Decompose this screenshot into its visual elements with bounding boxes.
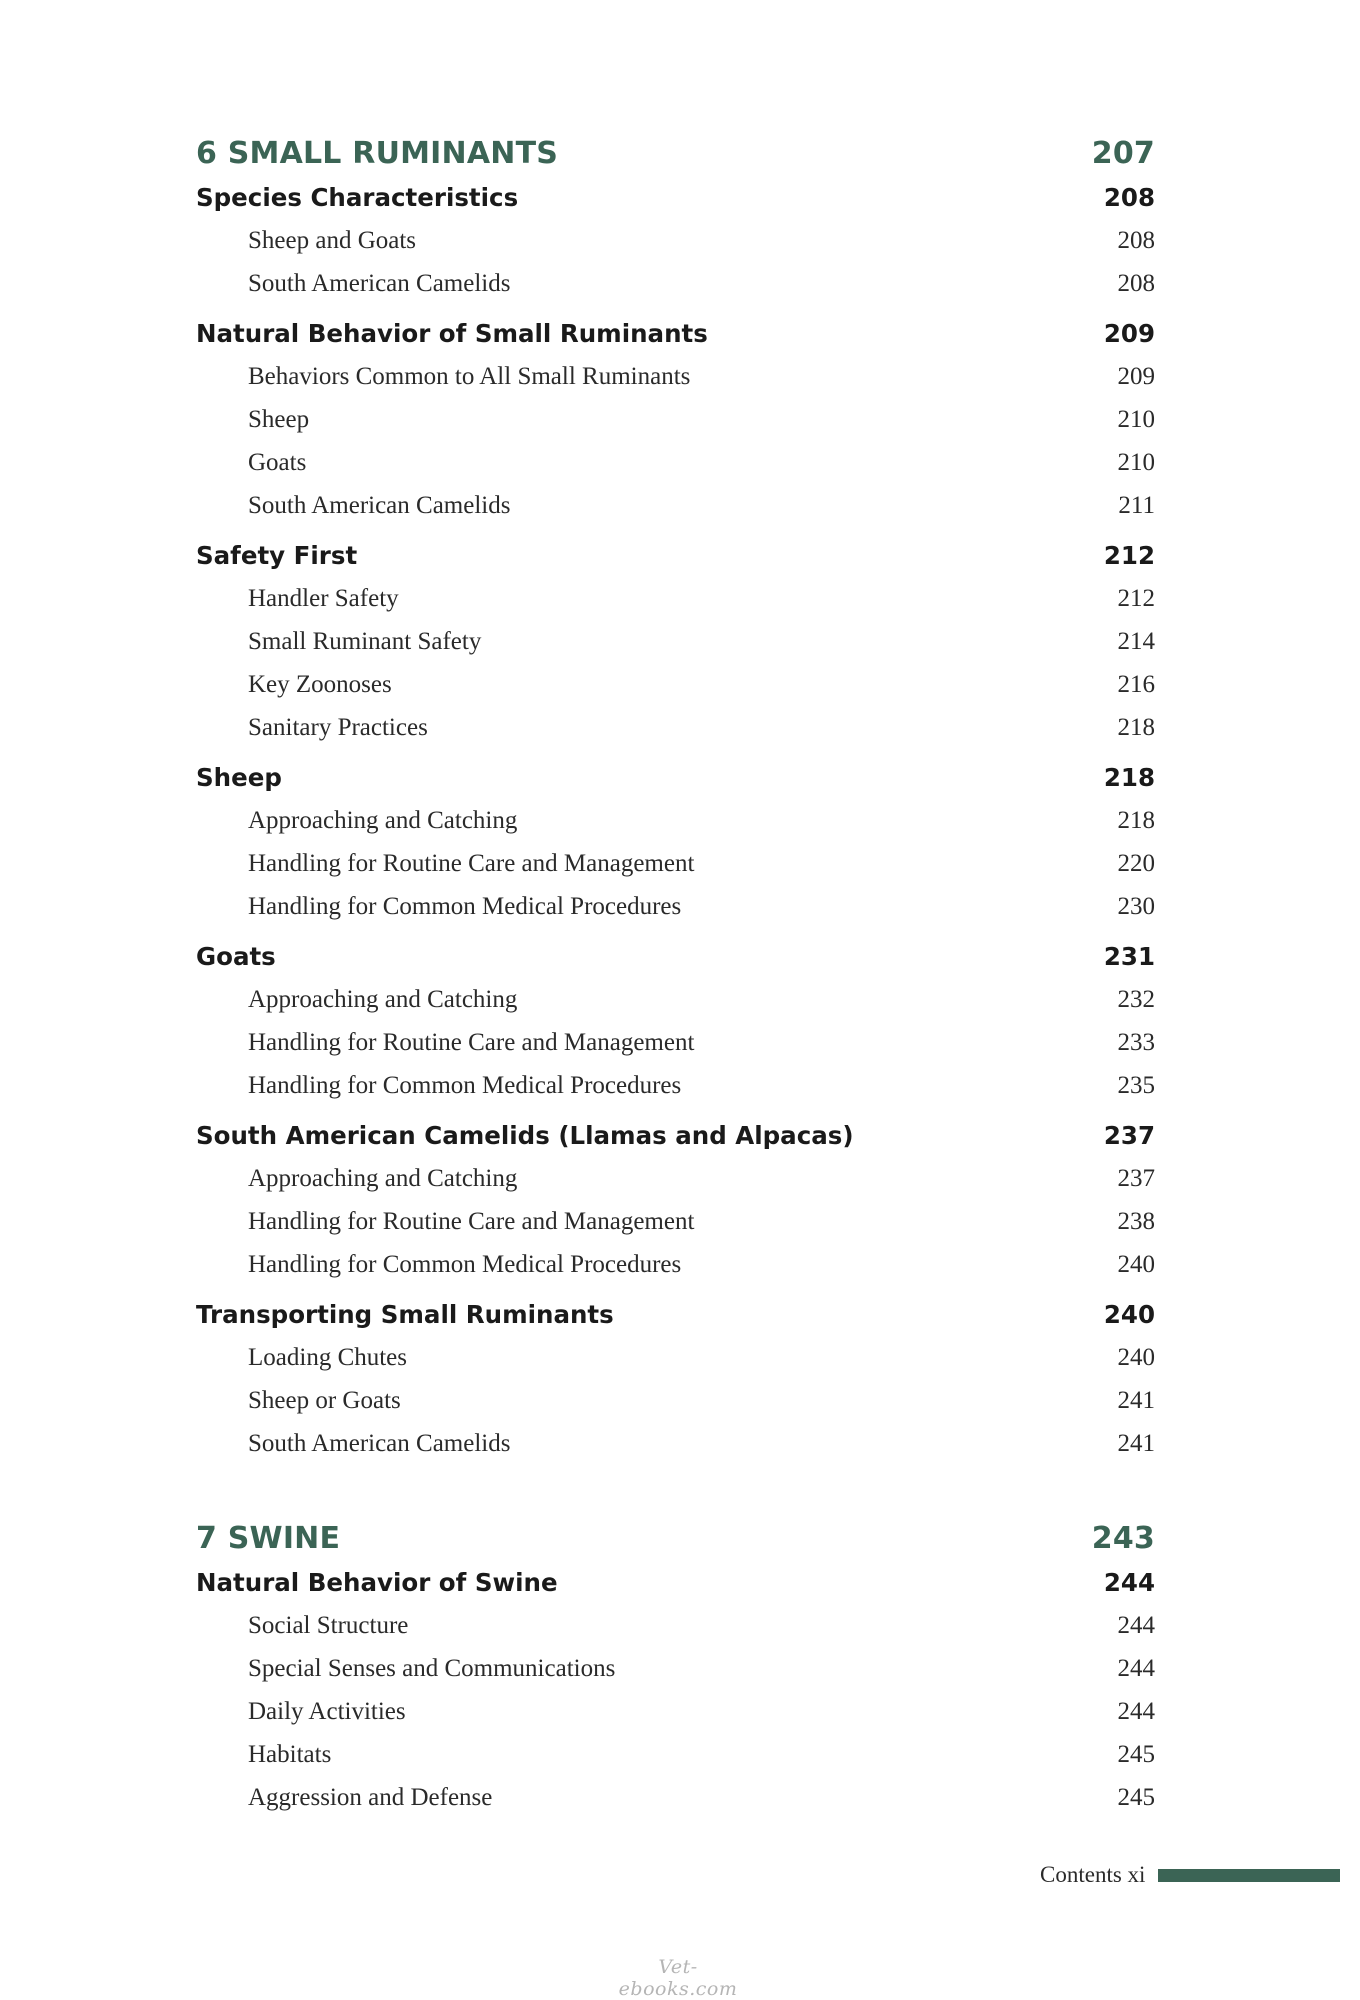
section-block [196, 1294, 1155, 1465]
entry-title: Daily Activities [248, 1698, 406, 1725]
toc-entry[interactable] [196, 1422, 1155, 1465]
toc-entry[interactable] [196, 663, 1155, 706]
entry-page-number: 245 [1117, 1741, 1155, 1768]
section-block [196, 936, 1155, 1107]
entry-page-number: 244 [1117, 1698, 1155, 1725]
entry-title: Handling for Common Medical Procedures [248, 1251, 682, 1278]
entry-page-number: 233 [1117, 1029, 1155, 1056]
entry-title: Habitats [248, 1741, 332, 1768]
toc-entry[interactable] [196, 219, 1155, 262]
section-title: Safety First [196, 541, 358, 570]
entry-page-number: 210 [1117, 406, 1155, 433]
entry-title: Sanitary Practices [248, 714, 428, 741]
entry-page-number: 212 [1117, 585, 1155, 612]
toc-entry[interactable] [196, 262, 1155, 305]
entry-title: Goats [248, 449, 307, 476]
entry-page-number: 230 [1117, 893, 1155, 920]
entry-page-number: 208 [1117, 270, 1155, 297]
section-page-number: 209 [1103, 319, 1155, 348]
entry-title: Aggression and Defense [248, 1784, 493, 1811]
entry-title: South American Camelids [248, 492, 511, 519]
entry-page-number: 220 [1117, 850, 1155, 877]
toc-entry[interactable] [196, 799, 1155, 842]
footer-label: Contents xi [1040, 1862, 1146, 1887]
toc-entry[interactable] [196, 1733, 1155, 1776]
entry-title: Sheep and Goats [248, 227, 417, 254]
chapter-spacer [196, 1473, 1155, 1516]
footer-accent-bar [1158, 1869, 1340, 1882]
section-block [196, 313, 1155, 527]
entry-page-number: 241 [1117, 1387, 1155, 1414]
entry-title: Handling for Common Medical Procedures [248, 893, 682, 920]
section-heading[interactable] [196, 936, 1155, 978]
section-heading[interactable] [196, 313, 1155, 355]
watermark-logo: Vet-ebooks.com [618, 1956, 738, 2000]
toc-entry[interactable] [196, 1690, 1155, 1733]
section-heading[interactable] [196, 1115, 1155, 1157]
toc-entry[interactable] [196, 1021, 1155, 1064]
section-block [196, 1562, 1155, 1819]
toc-entry[interactable] [196, 355, 1155, 398]
toc-entry[interactable] [196, 842, 1155, 885]
entry-title: Handling for Routine Care and Management [248, 1029, 695, 1056]
entry-title: Handler Safety [248, 585, 399, 612]
entry-page-number: 240 [1117, 1344, 1155, 1371]
entry-page-number: 241 [1117, 1430, 1155, 1457]
section-block [196, 757, 1155, 928]
toc-entry[interactable] [196, 577, 1155, 620]
entry-page-number: 216 [1117, 671, 1155, 698]
toc-entry[interactable] [196, 1776, 1155, 1819]
toc-entry[interactable] [196, 885, 1155, 928]
page-footer [1000, 1860, 1360, 1890]
toc-entry[interactable] [196, 1064, 1155, 1107]
toc-entry[interactable] [196, 706, 1155, 749]
entry-page-number: 244 [1117, 1655, 1155, 1682]
entry-title: Approaching and Catching [248, 1165, 518, 1192]
entry-title: South American Camelids [248, 270, 511, 297]
toc-entry[interactable] [196, 484, 1155, 527]
section-title: Goats [196, 942, 276, 971]
toc-entry[interactable] [196, 1243, 1155, 1286]
entry-page-number: 214 [1117, 628, 1155, 655]
entry-page-number: 235 [1117, 1072, 1155, 1099]
section-heading[interactable] [196, 177, 1155, 219]
section-title: Species Characteristics [196, 183, 519, 212]
section-title: Natural Behavior of Swine [196, 1568, 558, 1597]
entry-page-number: 218 [1117, 807, 1155, 834]
section-heading[interactable] [196, 757, 1155, 799]
chapter-title: 7 SWINE [196, 1521, 341, 1556]
section-title: Sheep [196, 763, 282, 792]
entry-page-number: 245 [1117, 1784, 1155, 1811]
entry-title: Sheep [248, 406, 310, 433]
section-heading[interactable] [196, 1294, 1155, 1336]
section-page-number: 240 [1103, 1300, 1155, 1329]
entry-title: Small Ruminant Safety [248, 628, 482, 655]
entry-title: Key Zoonoses [248, 671, 392, 698]
chapter-title: 6 SMALL RUMINANTS [196, 136, 559, 171]
entry-page-number: 211 [1118, 492, 1155, 519]
section-page-number: 218 [1103, 763, 1155, 792]
entry-page-number: 209 [1117, 363, 1155, 390]
entry-page-number: 238 [1117, 1208, 1155, 1235]
entry-page-number: 237 [1117, 1165, 1155, 1192]
entry-page-number: 244 [1117, 1612, 1155, 1639]
chapter-heading[interactable] [196, 131, 1155, 177]
section-page-number: 208 [1103, 183, 1155, 212]
entry-title: Approaching and Catching [248, 986, 518, 1013]
toc-entry[interactable] [196, 978, 1155, 1021]
section-title: Natural Behavior of Small Ruminants [196, 319, 708, 348]
toc-entry[interactable] [196, 1604, 1155, 1647]
section-block [196, 177, 1155, 305]
entry-page-number: 208 [1117, 227, 1155, 254]
section-page-number: 244 [1103, 1568, 1155, 1597]
toc-entry[interactable] [196, 1336, 1155, 1379]
entry-page-number: 218 [1117, 714, 1155, 741]
entry-title: South American Camelids [248, 1430, 511, 1457]
section-block [196, 1115, 1155, 1286]
toc-entry[interactable] [196, 1379, 1155, 1422]
entry-title: Handling for Common Medical Procedures [248, 1072, 682, 1099]
chapter-heading[interactable] [196, 1516, 1155, 1562]
entry-title: Approaching and Catching [248, 807, 518, 834]
entry-title: Loading Chutes [248, 1344, 408, 1371]
entry-title: Handling for Routine Care and Management [248, 1208, 695, 1235]
section-block [196, 535, 1155, 749]
entry-title: Special Senses and Communications [248, 1655, 616, 1682]
entry-title: Sheep or Goats [248, 1387, 401, 1414]
section-page-number: 237 [1103, 1121, 1155, 1150]
entry-page-number: 240 [1117, 1251, 1155, 1278]
entry-title: Handling for Routine Care and Management [248, 850, 695, 877]
section-page-number: 212 [1103, 541, 1155, 570]
section-heading[interactable] [196, 1562, 1155, 1604]
section-page-number: 231 [1103, 942, 1155, 971]
toc-entry[interactable] [196, 441, 1155, 484]
chapter-page-number: 243 [1091, 1521, 1155, 1556]
entry-title: Behaviors Common to All Small Ruminants [248, 363, 691, 390]
section-title: South American Camelids (Llamas and Alpacas) [196, 1121, 854, 1150]
section-title: Transporting Small Ruminants [196, 1300, 614, 1329]
entry-page-number: 210 [1117, 449, 1155, 476]
toc-entry[interactable] [196, 620, 1155, 663]
table-of-contents [196, 131, 1155, 1827]
section-heading[interactable] [196, 535, 1155, 577]
entry-page-number: 232 [1117, 986, 1155, 1013]
entry-title: Social Structure [248, 1612, 409, 1639]
chapter-page-number: 207 [1091, 136, 1155, 171]
toc-entry[interactable] [196, 1647, 1155, 1690]
toc-entry[interactable] [196, 1157, 1155, 1200]
toc-entry[interactable] [196, 1200, 1155, 1243]
toc-entry[interactable] [196, 398, 1155, 441]
